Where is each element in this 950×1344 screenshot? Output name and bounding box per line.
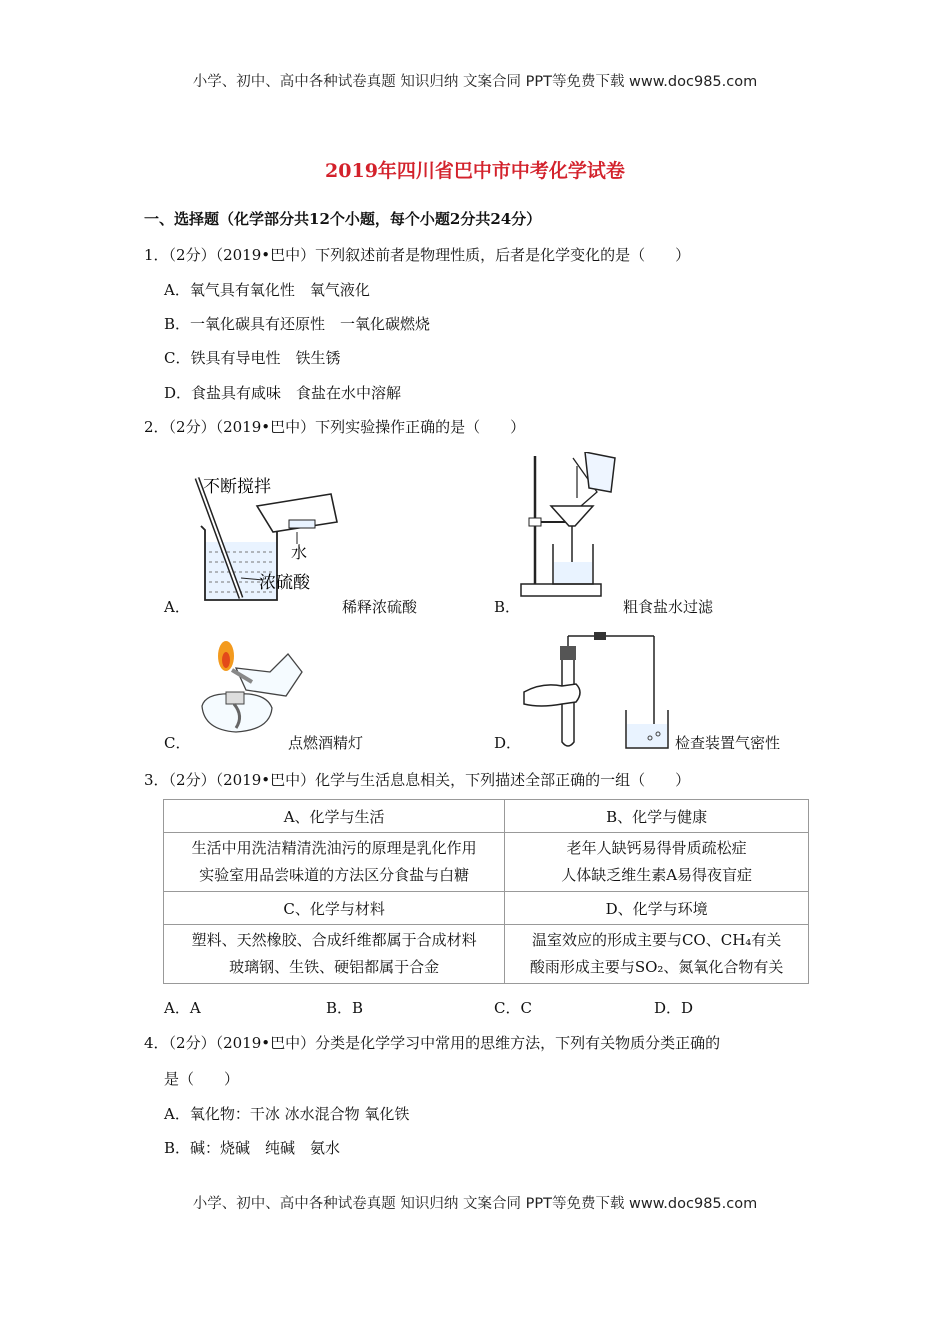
figure-filtration (515, 452, 625, 602)
q1-stem: 1．（2分）（2019•巴中）下列叙述前者是物理性质，后者是化学变化的是（ ） (144, 246, 691, 264)
table-header-c: C、化学与材料 (164, 892, 505, 925)
table-cell-c: 塑料、天然橡胶、合成纤维都属于合成材料 玻璃钢、生铁、硬铝都属于合金 (164, 925, 505, 984)
q3-table (163, 799, 809, 984)
fig-a-label-water: 水 (291, 543, 308, 562)
q4-stem-line1: 4．（2分）（2019•巴中）分类是化学学习中常用的思维方法，下列有关物质分类正确的 (144, 1034, 721, 1052)
figure-airtightness (522, 630, 672, 750)
q3-option-b: B．B (326, 999, 364, 1017)
q2-label-c: C． (164, 734, 191, 752)
q1-option-b: B．一氧化碳具有还原性 一氧化碳燃烧 (164, 315, 431, 333)
q3-option-c: C．C (494, 999, 532, 1017)
q2-caption-d: 检查装置气密性 (675, 734, 781, 752)
fig-a-label-stir: 不断搅拌 (203, 477, 271, 497)
q2-caption-a: 稀释浓硫酸 (342, 598, 418, 616)
table-cell-d: 温室效应的形成主要与CO、CH₄有关 酸雨形成主要与SO₂、氮氧化合物有关 (505, 925, 809, 984)
q2-label-a: A． (164, 598, 190, 616)
page-title: 2019年四川省巴中市中考化学试卷 (325, 160, 625, 182)
q3-stem: 3．（2分）（2019•巴中）化学与生活息息相关，下列描述全部正确的一组（ ） (144, 771, 691, 789)
q1-option-d: D．食盐具有咸味 食盐在水中溶解 (164, 384, 402, 402)
q2-stem: 2．（2分）（2019•巴中）下列实验操作正确的是（ ） (144, 418, 526, 436)
q4-option-b: B．碱：烧碱 纯碱 氨水 (164, 1139, 341, 1157)
table-header-d: D、化学与环境 (505, 892, 809, 925)
q2-label-b: B． (494, 598, 521, 616)
table-header-a: A、化学与生活 (164, 800, 505, 833)
q4-stem-line2: 是（ ） (164, 1070, 240, 1088)
q2-label-d: D． (494, 734, 522, 752)
section-heading: 一、选择题（化学部分共12个小题，每个小题2分共24分） (144, 210, 542, 228)
fig-a-label-acid: 浓硫酸 (259, 573, 310, 593)
page-footer: 小学、初中、高中各种试卷真题 知识归纳 文案合同 PPT等免费下载 www.doc985.com (192, 1196, 758, 1212)
q1-option-c: C．铁具有导电性 铁生锈 (164, 349, 341, 367)
table-header-b: B、化学与健康 (505, 800, 809, 833)
q2-caption-b: 粗食盐水过滤 (623, 598, 714, 616)
table-cell-a: 生活中用洗洁精清洗油污的原理是乳化作用 实验室用品尝味道的方法区分食盐与白糖 (164, 833, 505, 892)
q3-option-a: A．A (164, 999, 201, 1017)
q2-caption-c: 点燃酒精灯 (288, 734, 364, 752)
q3-option-d: D．D (654, 999, 694, 1017)
figure-dilute-acid (185, 470, 345, 610)
figure-alcohol-lamp (186, 632, 306, 747)
page-header: 小学、初中、高中各种试卷真题 知识归纳 文案合同 PPT等免费下载 www.doc985.com (192, 74, 758, 90)
table-cell-b: 老年人缺钙易得骨质疏松症 人体缺乏维生素A易得夜盲症 (505, 833, 809, 892)
q1-option-a: A．氧气具有氧化性 氧气液化 (164, 281, 370, 299)
q4-option-a: A．氧化物：干冰 冰水混合物 氧化铁 (164, 1105, 410, 1123)
